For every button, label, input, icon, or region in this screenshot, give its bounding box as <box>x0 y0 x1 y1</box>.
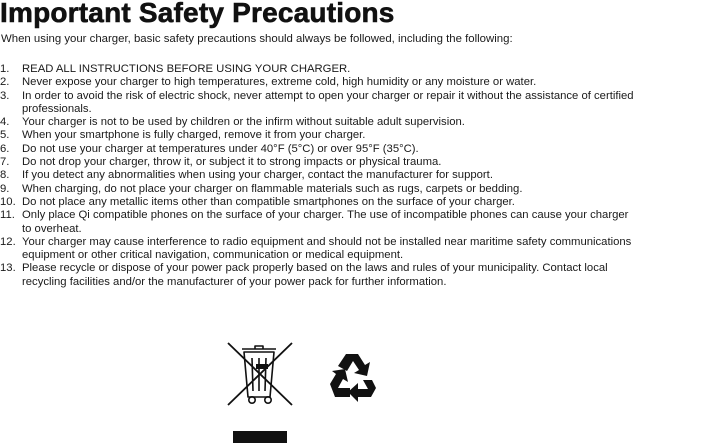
list-item-number: 5. <box>0 129 10 142</box>
list-item-number: 4. <box>0 116 10 129</box>
list-item <box>0 183 703 196</box>
precautions-list <box>0 63 703 289</box>
crossed-out-wheelie-bin-icon <box>222 341 302 407</box>
list-item <box>0 209 703 236</box>
list-item-number: 2. <box>0 76 10 89</box>
list-item-text: Your charger may cause interference to radio equipment and should not be installed near maritime safety communications equipment or other critical navigation, communication or medical equipment. <box>22 235 632 262</box>
page-title: Important Safety Precautions <box>0 0 395 28</box>
list-item-text: Please recycle or dispose of your power pack properly based on the laws and rules of your municipality. Contact local recycling facilities and/or the manufacturer of your power pack for further information. <box>22 262 608 288</box>
list-item-text: When charging, do not place your charger on flammable materials such as rugs, carpets or bedding. <box>22 182 523 195</box>
list-item-number: 1. <box>0 63 10 75</box>
list-item-number: 9. <box>0 182 10 195</box>
list-item-number: 12. <box>0 235 16 248</box>
list-item-text: If you detect any abnormalities when using your charger, contact the manufacturer for support. <box>22 169 493 182</box>
list-item-number: 11. <box>0 209 15 222</box>
list-item-text: READ ALL INSTRUCTIONS BEFORE USING YOUR CHARGER. <box>22 63 351 75</box>
list-item-number: 13. <box>0 262 16 275</box>
list-item <box>0 143 703 156</box>
list-item-text: Do not drop your charger, throw it, or subject it to strong impacts or physical trauma. <box>22 156 442 169</box>
list-item <box>0 156 703 169</box>
list-item-text: Do not place any metallic items other than compatible smartphones on the surface of your charger. <box>22 195 515 208</box>
list-item-text: Never expose your charger to high temperatures, extreme cold, high humidity or any moisture or water. <box>22 76 537 89</box>
recycle-icon <box>326 350 378 402</box>
list-item-text: Only place Qi compatible phones on the surface of your charger. The use of incompatible phones can cause your charger to overheat. <box>22 209 629 235</box>
list-item-number: 8. <box>0 169 10 182</box>
list-item-number: 7. <box>0 156 10 169</box>
list-item-number: 3. <box>0 89 10 102</box>
list-item <box>0 196 703 209</box>
intro-text: When using your charger, basic safety precautions should always be followed, including the following: <box>1 33 513 45</box>
list-item-number: 10. <box>0 195 16 208</box>
list-item <box>0 236 703 263</box>
list-item <box>0 76 703 89</box>
list-item <box>0 90 703 117</box>
list-item-text: Your charger is not to be used by children or the infirm without suitable adult supervision. <box>22 116 465 129</box>
list-item <box>0 169 703 182</box>
weee-bar <box>233 431 287 443</box>
list-item <box>0 262 703 289</box>
list-item-text: In order to avoid the risk of electric shock, never attempt to open your charger or repair it without the assistance of certified professionals. <box>22 89 634 115</box>
list-item <box>0 116 703 129</box>
list-item-number: 6. <box>0 142 10 155</box>
list-item-text: Do not use your charger at temperatures under 40°F (5°C) or over 95°F (35°C). <box>22 142 419 155</box>
list-item <box>0 63 703 76</box>
list-item-text: When your smartphone is fully charged, remove it from your charger. <box>22 129 366 142</box>
list-item <box>0 129 703 142</box>
